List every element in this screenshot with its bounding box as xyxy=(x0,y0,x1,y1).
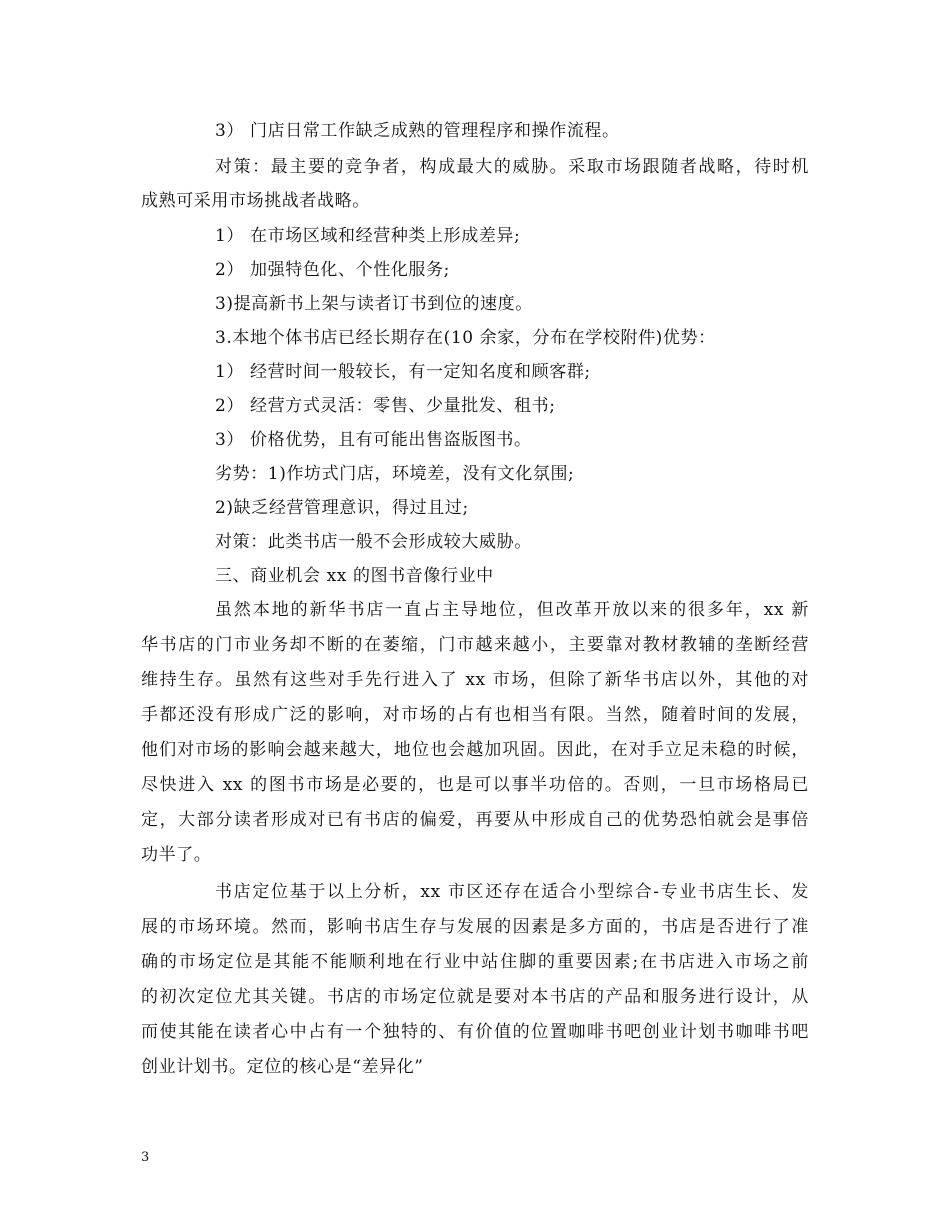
paragraph-line: 功半了。 xyxy=(141,845,212,865)
paragraph-line: 的初次定位尤其关键。书店的市场定位就是要对本书店的产品和服务进行设计，从 xyxy=(141,987,809,1007)
paragraph-line: 成熟可采用市场挑战者战略。 xyxy=(141,191,370,211)
paragraph-line: 书店定位基于以上分析，xx 市区还存在适合小型综合-专业书店生长、发 xyxy=(215,882,809,902)
paragraph-line: 展的市场环境。然而，影响书店生存与发展的因素是多方面的，书店是否进行了准 xyxy=(141,917,809,937)
list-item: 1） 经营时间一般较长，有一定知名度和顾客群; xyxy=(215,362,591,382)
page-number: 3 xyxy=(141,1150,150,1165)
paragraph-line: 他们对市场的影响会越来越大，地位也会越加巩固。因此，在对手立足未稳的时候， xyxy=(141,740,809,760)
paragraph-line: 尽快进入 xx 的图书市场是必要的，也是可以事半功倍的。否则，一旦市场格局已 xyxy=(141,775,809,795)
paragraph-line: 对策：最主要的竞争者，构成最大的威胁。采取市场跟随者战略，待时机 xyxy=(215,157,809,177)
list-item: 3)提高新书上架与读者订书到位的速度。 xyxy=(215,294,533,314)
paragraph-line: 确的市场定位是其能不能顺利地在行业中站住脚的重要因素;在书店进入市场之前 xyxy=(141,952,809,972)
paragraph-line: 劣势：1)作坊式门店，环境差，没有文化氛围; xyxy=(215,464,575,484)
section-heading: 三、商业机会 xx 的图书音像行业中 xyxy=(215,566,494,586)
list-item: 3） 门店日常工作缺乏成熟的管理程序和操作流程。 xyxy=(215,121,620,141)
list-item: 2)缺乏经营管理意识，得过且过; xyxy=(215,498,469,518)
list-item: 2） 经营方式灵活：零售、少量批发、租书; xyxy=(215,396,556,416)
paragraph-line: 华书店的门市业务却不断的在萎缩，门市越来越小，主要靠对教材教辅的垄断经营 xyxy=(141,635,809,655)
paragraph-line: 对策：此类书店一般不会形成较大威胁。 xyxy=(215,532,532,552)
paragraph-line: 维持生存。虽然有这些对手先行进入了 xx 市场，但除了新华书店以外，其他的对 xyxy=(141,670,809,690)
paragraph-line: 定，大部分读者形成对已有书店的偏爱，再要从中形成自己的优势恐怕就会是事倍 xyxy=(141,810,809,830)
paragraph-line: 创业计划书。定位的核心是“差异化” xyxy=(141,1057,424,1077)
list-item: 3） 价格优势，且有可能出售盗版图书。 xyxy=(215,430,532,450)
paragraph-line: 手都还没有形成广泛的影响，对市场的占有也相当有限。当然，随着时间的发展， xyxy=(141,705,809,725)
list-item: 1） 在市场区域和经营种类上形成差异; xyxy=(215,226,521,246)
list-item: 2） 加强特色化、个性化服务; xyxy=(215,260,450,280)
paragraph-line: 虽然本地的新华书店一直占主导地位，但改革开放以来的很多年，xx 新 xyxy=(215,600,809,620)
section-heading: 3.本地个体书店已经长期存在(10 余家，分布在学校附件)优势： xyxy=(215,328,716,348)
paragraph-line: 而使其能在读者心中占有一个独特的、有价值的位置咖啡书吧创业计划书咖啡书吧 xyxy=(141,1022,809,1042)
